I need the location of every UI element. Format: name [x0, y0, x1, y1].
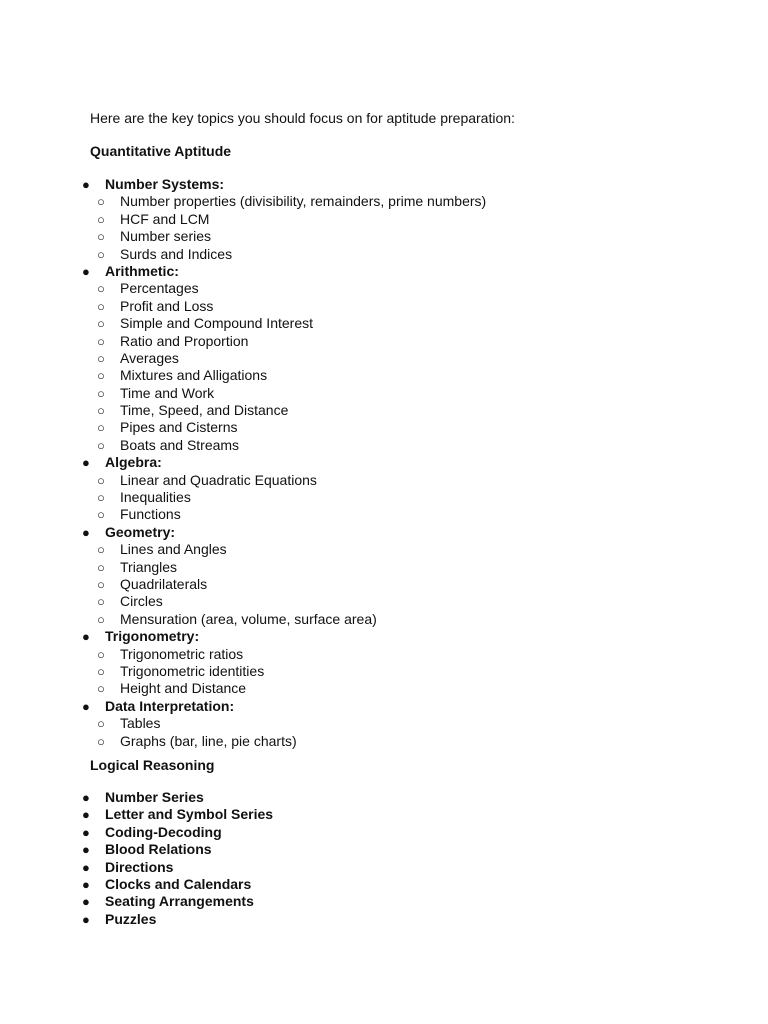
subtopic-linear-and-quadratic-equations-label: Linear and Quadratic Equations [120, 471, 317, 488]
circle-bullet-icon: ○ [97, 542, 105, 558]
subtopic-profit-and-loss-label: Profit and Loss [120, 297, 214, 314]
bullet-icon: ● [82, 842, 90, 858]
topic-algebra-label: Algebra: [105, 454, 162, 471]
topic-arithmetic-label: Arithmetic: [105, 262, 179, 279]
topic-puzzles-label: Puzzles [105, 910, 157, 927]
circle-bullet-icon: ○ [97, 368, 105, 384]
bullet-icon: ● [82, 629, 90, 645]
bullet-icon: ● [82, 876, 90, 892]
topic-clocks-and-calendars-label: Clocks and Calendars [105, 875, 252, 892]
bullet-icon: ● [82, 894, 90, 910]
circle-bullet-icon: ○ [97, 507, 105, 523]
subtopic-number-properties-divisibility-remainders-prime-numbers-label: Number properties (divisibility, remainders, prime numbers) [120, 193, 487, 210]
subtopic-simple-and-compound-interest-label: Simple and Compound Interest [120, 315, 313, 332]
topic-trigonometry-label: Trigonometry: [105, 628, 200, 645]
section-heading-logical: Logical Reasoning [90, 757, 215, 773]
bullet-icon: ● [82, 263, 90, 279]
circle-bullet-icon: ○ [97, 316, 105, 332]
topic-blood-relations-label: Blood Relations [105, 841, 212, 858]
subtopic-graphs-bar-line-pie-charts-label: Graphs (bar, line, pie charts) [120, 732, 297, 749]
topic-seating-arrangements-label: Seating Arrangements [105, 893, 254, 910]
circle-bullet-icon: ○ [97, 281, 105, 297]
circle-bullet-icon: ○ [97, 350, 105, 366]
bullet-icon: ● [82, 859, 90, 875]
section-heading-quantitative: Quantitative Aptitude [90, 143, 232, 159]
subtopic-surds-and-indices-label: Surds and Indices [120, 245, 233, 262]
circle-bullet-icon: ○ [97, 403, 105, 419]
subtopic-triangles-label: Triangles [120, 558, 178, 575]
subtopic-time-speed-and-distance-label: Time, Speed, and Distance [120, 402, 289, 419]
circle-bullet-icon: ○ [97, 333, 105, 349]
circle-bullet-icon: ○ [97, 646, 105, 662]
circle-bullet-icon: ○ [97, 385, 105, 401]
circle-bullet-icon: ○ [97, 194, 105, 210]
bullet-icon: ● [82, 177, 90, 192]
bullet-icon: ● [82, 455, 90, 471]
subtopic-circles-label: Circles [120, 593, 163, 610]
circle-bullet-icon: ○ [97, 611, 105, 627]
topic-number-series-label: Number Series [105, 789, 204, 805]
circle-bullet-icon: ○ [97, 211, 105, 227]
circle-bullet-icon: ○ [97, 576, 105, 592]
subtopic-height-and-distance-label: Height and Distance [120, 680, 247, 697]
bullet-icon: ● [82, 911, 90, 927]
subtopic-number-series-label: Number series [120, 228, 212, 245]
circle-bullet-icon: ○ [97, 472, 105, 488]
subtopic-ratio-and-proportion-label: Ratio and Proportion [120, 332, 249, 349]
bullet-icon: ● [82, 807, 90, 823]
circle-bullet-icon: ○ [97, 594, 105, 610]
subtopic-inequalities-label: Inequalities [120, 489, 191, 506]
subtopic-functions-label: Functions [120, 506, 181, 523]
circle-bullet-icon: ○ [97, 437, 105, 453]
subtopic-lines-and-angles-label: Lines and Angles [120, 541, 227, 558]
circle-bullet-icon: ○ [97, 681, 105, 697]
subtopic-tables-label: Tables [120, 715, 161, 732]
circle-bullet-icon: ○ [97, 420, 105, 436]
bullet-icon: ● [82, 524, 90, 540]
circle-bullet-icon: ○ [97, 490, 105, 506]
topic-directions-label: Directions [105, 858, 174, 875]
subtopic-trigonometric-identities-label: Trigonometric identities [120, 662, 265, 679]
topic-letter-and-symbol-series-label: Letter and Symbol Series [105, 806, 274, 823]
subtopic-pipes-and-cisterns-label: Pipes and Cisterns [120, 419, 238, 436]
bullet-icon: ● [82, 698, 90, 714]
subtopic-mensuration-area-volume-surface-area-label: Mensuration (area, volume, surface area) [120, 610, 377, 627]
subtopic-averages-label: Averages [120, 349, 179, 366]
bullet-icon: ● [82, 824, 90, 840]
subtopic-quadrilaterals-label: Quadrilaterals [120, 575, 208, 592]
subtopic-mixtures-and-alligations-label: Mixtures and Alligations [120, 367, 268, 384]
subtopic-boats-and-streams-label: Boats and Streams [120, 436, 240, 453]
circle-bullet-icon: ○ [97, 298, 105, 314]
subtopic-percentages-label: Percentages [120, 280, 199, 297]
circle-bullet-icon: ○ [97, 229, 105, 245]
circle-bullet-icon: ○ [97, 716, 105, 732]
intro-text: Here are the key topics you should focus on for aptitude preparation: [90, 110, 515, 126]
circle-bullet-icon: ○ [97, 559, 105, 575]
bullet-icon: ● [82, 790, 90, 805]
topic-geometry-label: Geometry: [105, 523, 176, 540]
circle-bullet-icon: ○ [97, 246, 105, 262]
circle-bullet-icon: ○ [97, 663, 105, 679]
subtopic-time-and-work-label: Time and Work [120, 384, 215, 401]
circle-bullet-icon: ○ [97, 733, 105, 749]
subtopic-hcf-and-lcm-label: HCF and LCM [120, 210, 210, 227]
topic-coding-decoding-label: Coding-Decoding [105, 823, 222, 840]
topic-data-interpretation-label: Data Interpretation: [105, 697, 235, 714]
topic-number-systems-label: Number Systems: [105, 176, 225, 192]
subtopic-trigonometric-ratios-label: Trigonometric ratios [120, 645, 244, 662]
